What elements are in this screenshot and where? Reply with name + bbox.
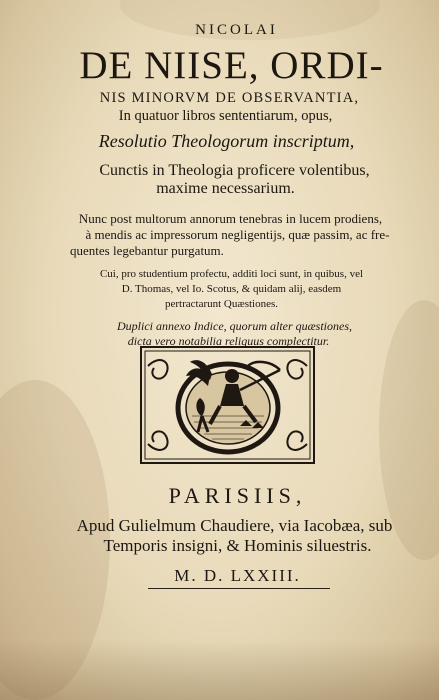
index-line-1: Duplici annexo Indice, quorum alter quæstiones, <box>117 319 352 333</box>
author-name: NICOLAI <box>195 22 278 38</box>
description-line-1: Nunc post multorum annorum tenebras in lucem prodiens, <box>78 211 383 226</box>
additions-line-2: D. Thomas, vel Io. Scotus, & quidam alij, easdem <box>121 283 342 295</box>
printers-device-time-figure-icon <box>140 346 315 464</box>
year-underline <box>148 588 330 589</box>
printer-line-2: Temporis insigni, & Hominis siluestris. <box>103 536 372 555</box>
additions-line-3: pertractarunt Quæstiones. <box>164 298 279 310</box>
additions-line-1: Cui, pro studentium profectu, additi loci sunt, in quibus, vel <box>99 268 364 280</box>
title-main: DE NIISE, ORDI- <box>79 44 384 87</box>
purpose-line-2: maxime necessarium. <box>156 180 295 197</box>
imprint-year: M. D. LXXIII. <box>174 566 301 585</box>
index-line-2: dicta vero notabilia reliquus complectitur. <box>127 334 330 348</box>
purpose-line-1: Cunctis in Theologia proficere volentibus, <box>99 162 370 179</box>
page-edge-shadow <box>0 640 439 700</box>
work-title: Resolutio Theologorum inscriptum, <box>98 131 355 151</box>
description-line-3: quentes legebantur purgatum. <box>70 243 224 258</box>
description-line-2: à mendis ac impressorum negligentijs, quæ passim, ac fre- <box>85 227 390 242</box>
imprint-place: PARISIIS, <box>168 483 307 508</box>
printer-line-1: Apud Gulielmum Chaudiere, via Iacobæa, sub <box>76 516 393 535</box>
order-line: NIS MINORVM DE OBSERVANTIA, <box>99 90 360 106</box>
subject-line: In quatuor libros sententiarum, opus, <box>118 108 333 124</box>
